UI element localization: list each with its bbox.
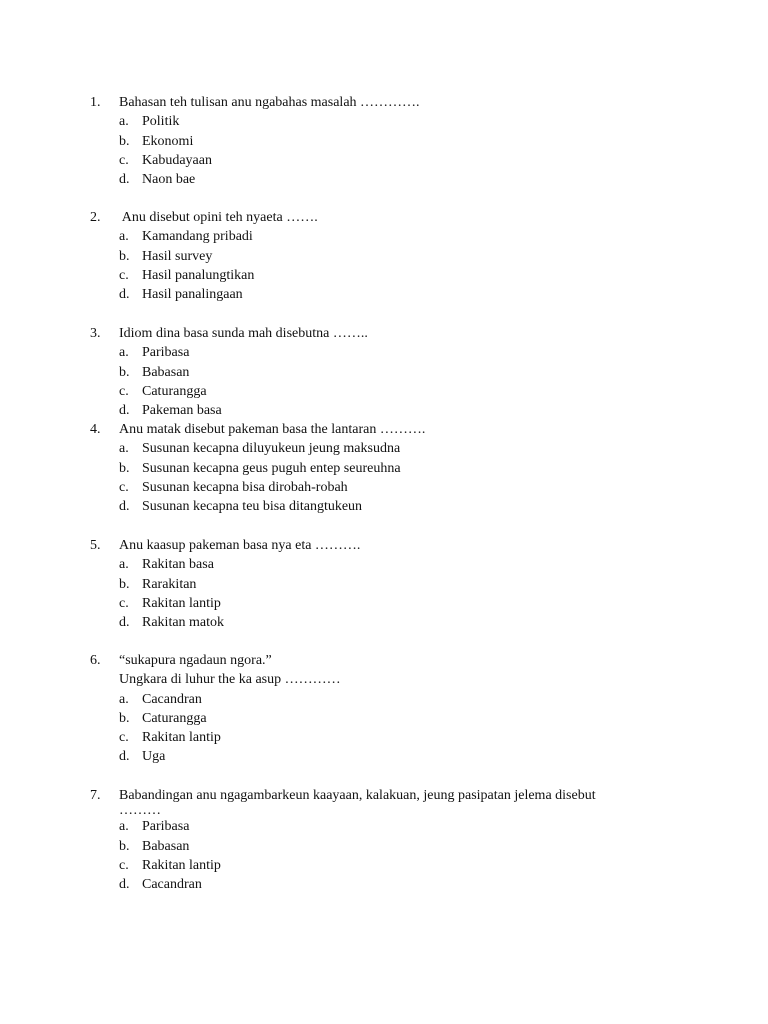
option-text: Pakeman basa	[142, 403, 222, 419]
question-text: Anu kaasup pakeman basa nya eta ……….	[119, 538, 361, 553]
option-letter: c.	[119, 383, 129, 399]
option-d	[90, 497, 690, 516]
option-letter: a.	[119, 557, 129, 573]
question-number: 6.	[90, 653, 101, 668]
option-b	[90, 247, 690, 266]
option-d	[90, 170, 690, 189]
option-text: Caturangga	[142, 383, 207, 399]
option-text: Cacandran	[142, 691, 202, 707]
option-c	[90, 594, 690, 613]
option-letter: b.	[119, 364, 130, 380]
question-number: 1.	[90, 95, 101, 110]
option-c	[90, 151, 690, 170]
option-letter: a.	[119, 229, 129, 245]
question-text: Babandingan anu ngagambarkeun kaayaan, kalakuan, jeung pasipatan jelema disebut	[119, 788, 596, 803]
option-letter: c.	[119, 730, 129, 746]
option-text: Susunan kecapna teu bisa ditangtukeun	[142, 499, 363, 515]
option-d	[90, 875, 690, 894]
option-letter: a.	[119, 345, 129, 361]
option-a	[90, 343, 690, 362]
option-text: Politik	[142, 114, 180, 130]
option-b	[90, 709, 690, 728]
question-number: 2.	[90, 210, 101, 225]
question-text: Anu matak disebut pakeman basa the lantaran ……….	[119, 422, 426, 437]
question-number: 7.	[90, 788, 101, 803]
option-letter: d.	[119, 403, 130, 419]
option-c	[90, 382, 690, 401]
option-letter: d.	[119, 499, 130, 515]
question-subtext: Ungkara di luhur the ka asup …………	[119, 672, 341, 688]
option-letter: b.	[119, 838, 130, 854]
option-text: Cacandran	[142, 877, 202, 893]
option-letter: c.	[119, 152, 129, 168]
option-text: Naon bae	[142, 172, 196, 188]
question-text: Anu disebut opini teh nyaeta …….	[119, 210, 318, 225]
option-text: Ekonomi	[142, 133, 194, 149]
question-number: 4.	[90, 422, 101, 437]
option-letter: d.	[119, 172, 130, 188]
option-text: Caturangga	[142, 710, 207, 726]
option-text: Rakitan lantip	[142, 730, 221, 746]
option-text: Babasan	[142, 364, 190, 380]
question-7	[90, 786, 690, 894]
option-a	[90, 112, 690, 131]
option-a	[90, 817, 690, 836]
option-text: Babasan	[142, 838, 190, 854]
option-letter: c.	[119, 857, 129, 873]
option-b	[90, 837, 690, 856]
option-letter: b.	[119, 248, 130, 264]
question-subtext: ………	[119, 803, 161, 819]
option-text: Rakitan matok	[142, 615, 225, 631]
option-text: Paribasa	[142, 345, 190, 361]
option-letter: c.	[119, 267, 129, 283]
question-3	[90, 324, 690, 420]
option-a	[90, 555, 690, 574]
question-4	[90, 420, 690, 516]
option-letter: d.	[119, 287, 130, 303]
option-letter: c.	[119, 479, 129, 495]
option-a	[90, 690, 690, 709]
question-number: 5.	[90, 538, 101, 553]
option-text: Kamandang pribadi	[142, 229, 253, 245]
option-c	[90, 728, 690, 747]
option-letter: a.	[119, 819, 129, 835]
option-text: Susunan kecapna bisa dirobah-robah	[142, 479, 348, 495]
option-d	[90, 747, 690, 766]
option-letter: b.	[119, 460, 130, 476]
option-letter: d.	[119, 615, 130, 631]
option-text: Rarakitan	[142, 576, 197, 592]
question-2	[90, 208, 690, 304]
question-1	[90, 93, 690, 189]
option-text: Hasil survey	[142, 248, 213, 264]
option-d	[90, 285, 690, 304]
question-5	[90, 536, 690, 632]
option-text: Hasil panalingaan	[142, 287, 243, 303]
option-b	[90, 363, 690, 382]
option-text: Rakitan lantip	[142, 857, 221, 873]
option-letter: b.	[119, 710, 130, 726]
option-letter: a.	[119, 441, 129, 457]
question-text: Bahasan teh tulisan anu ngabahas masalah ………….	[119, 95, 420, 110]
option-c	[90, 266, 690, 285]
option-a	[90, 227, 690, 246]
option-text: Kabudayaan	[142, 152, 212, 168]
option-letter: d.	[119, 749, 130, 765]
option-text: Rakitan basa	[142, 557, 214, 573]
option-letter: d.	[119, 877, 130, 893]
option-text: Rakitan lantip	[142, 595, 221, 611]
option-c	[90, 478, 690, 497]
option-letter: b.	[119, 133, 130, 149]
option-text: Paribasa	[142, 819, 190, 835]
option-text: Uga	[142, 749, 166, 765]
option-b	[90, 575, 690, 594]
option-a	[90, 439, 690, 458]
option-b	[90, 459, 690, 478]
option-text: Susunan kecapna diluyukeun jeung maksudna	[142, 441, 401, 457]
question-6	[90, 651, 690, 767]
option-d	[90, 613, 690, 632]
option-d	[90, 401, 690, 420]
option-letter: a.	[119, 691, 129, 707]
option-letter: b.	[119, 576, 130, 592]
option-c	[90, 856, 690, 875]
question-text: Idiom dina basa sunda mah disebutna ……..	[119, 326, 368, 341]
option-text: Susunan kecapna geus puguh entep seureuhna	[142, 460, 401, 476]
question-number: 3.	[90, 326, 101, 341]
option-letter: c.	[119, 595, 129, 611]
option-b	[90, 132, 690, 151]
option-text: Hasil panalungtikan	[142, 267, 255, 283]
question-text: “sukapura ngadaun ngora.”	[119, 653, 272, 668]
option-letter: a.	[119, 114, 129, 130]
